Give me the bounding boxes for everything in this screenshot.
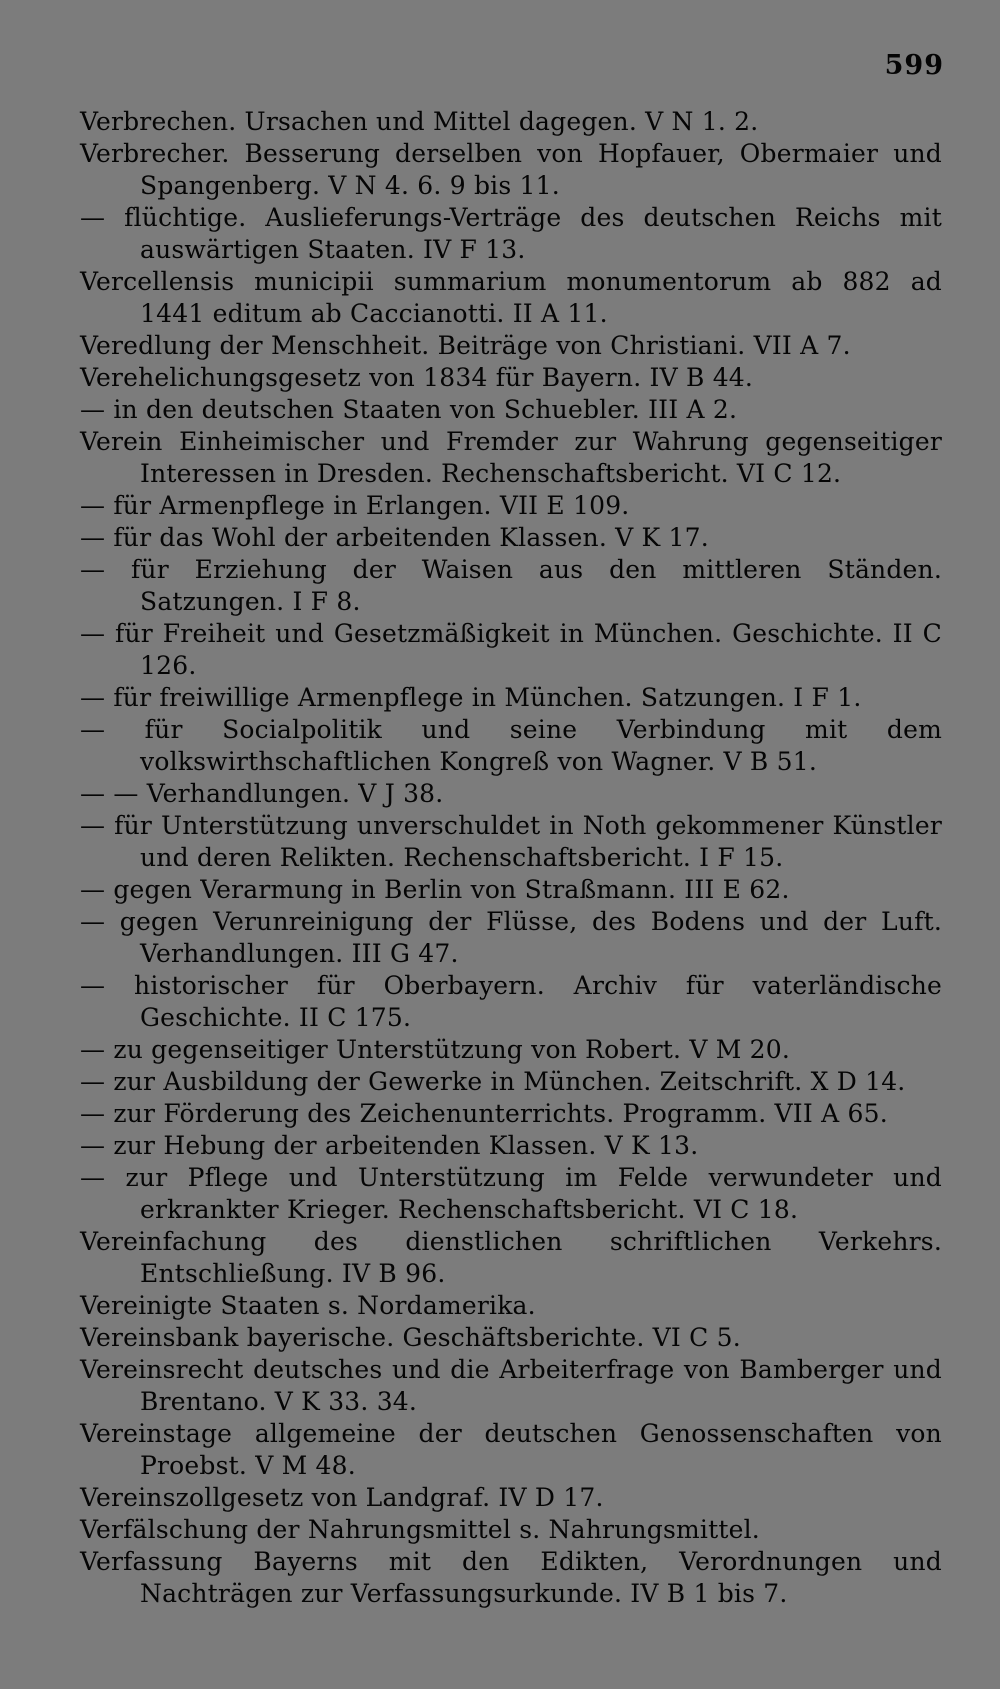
- index-entry: — in den deutschen Staaten von Schuebler. III A 2.: [80, 395, 738, 424]
- page-number: 599: [884, 50, 944, 81]
- index-entry: Verehelichungsgesetz von 1834 für Bayern. IV B 44.: [80, 363, 754, 392]
- index-entry: — zur Pflege und Unterstützung im Felde verwundeter und erkrankter Krieger. Rechenschaftsbericht. VI C 18.: [80, 1163, 942, 1224]
- index-entry: — für freiwillige Armenpflege in München. Satzungen. I F 1.: [80, 683, 862, 712]
- index-entry: — zur Förderung des Zeichenunterrichts. Programm. VII A 65.: [80, 1099, 888, 1128]
- index-entry: Vereinszollgesetz von Landgraf. IV D 17.: [80, 1483, 604, 1512]
- index-entry: Vercellensis municipii summarium monumentorum ab 882 ad 1441 editum ab Caccianotti. II A 11.: [80, 267, 942, 328]
- index-entry: — für Freiheit und Gesetzmäßigkeit in München. Geschichte. II C 126.: [80, 619, 942, 680]
- index-entry: — für Erziehung der Waisen aus den mittleren Ständen. Satzungen. I F 8.: [80, 555, 942, 616]
- index-entry: — — Verhandlungen. V J 38.: [80, 779, 444, 808]
- index-entry: Verfassung Bayerns mit den Edikten, Verordnungen und Nachträgen zur Verfassungsurkunde. IV B 1 bis 7.: [80, 1547, 942, 1608]
- index-entry: Vereinsrecht deutsches und die Arbeiterfrage von Bamberger und Brentano. V K 33. 34.: [80, 1355, 942, 1416]
- index-entry: Vereinigte Staaten s. Nordamerika.: [80, 1291, 536, 1320]
- index-entry: — für das Wohl der arbeitenden Klassen. V K 17.: [80, 523, 709, 552]
- index-entry: Verbrecher. Besserung derselben von Hopfauer, Obermaier und Spangenberg. V N 4. 6. 9 bis 11.: [80, 139, 942, 200]
- index-entry: — für Armenpflege in Erlangen. VII E 109.: [80, 491, 630, 520]
- index-entry: — gegen Verunreinigung der Flüsse, des Bodens und der Luft. Verhandlungen. III G 47.: [80, 907, 942, 968]
- index-entry: Verein Einheimischer und Fremder zur Wahrung gegenseitiger Interessen in Dresden. Rechenschaftsbericht. VI C 12.: [80, 427, 942, 488]
- index-entry: Vereinstage allgemeine der deutschen Genossenschaften von Proebst. V M 48.: [80, 1419, 942, 1480]
- index-entry: — für Unterstützung unverschuldet in Noth gekommener Künstler und deren Relikten. Rechenschaftsbericht. I F 15.: [80, 811, 942, 872]
- index-entry: — zu gegenseitiger Unterstützung von Robert. V M 20.: [80, 1035, 791, 1064]
- index-entry: Verbrechen. Ursachen und Mittel dagegen. V N 1. 2.: [80, 107, 759, 136]
- index-entry: — zur Hebung der arbeitenden Klassen. V K 13.: [80, 1131, 699, 1160]
- index-entry: Vereinfachung des dienstlichen schriftlichen Verkehrs. Entschließung. IV B 96.: [80, 1227, 942, 1288]
- index-entry: Verfälschung der Nahrungsmittel s. Nahrungsmittel.: [80, 1515, 760, 1544]
- index-entry: Veredlung der Menschheit. Beiträge von Christiani. VII A 7.: [80, 331, 851, 360]
- index-entries: [80, 106, 942, 1610]
- index-entry: — gegen Verarmung in Berlin von Straßmann. III E 62.: [80, 875, 790, 904]
- index-entry: — flüchtige. Auslieferungs-Verträge des deutschen Reichs mit auswärtigen Staaten. IV F 13.: [80, 203, 942, 264]
- index-entry: Vereinsbank bayerische. Geschäftsberichte. VI C 5.: [80, 1323, 741, 1352]
- index-entry: — historischer für Oberbayern. Archiv für vaterländische Geschichte. II C 175.: [80, 971, 942, 1032]
- index-entry: — für Socialpolitik und seine Verbindung mit dem volkswirthschaftlichen Kongreß von Wagner. V B 51.: [80, 715, 942, 776]
- index-entry: — zur Ausbildung der Gewerke in München. Zeitschrift. X D 14.: [80, 1067, 906, 1096]
